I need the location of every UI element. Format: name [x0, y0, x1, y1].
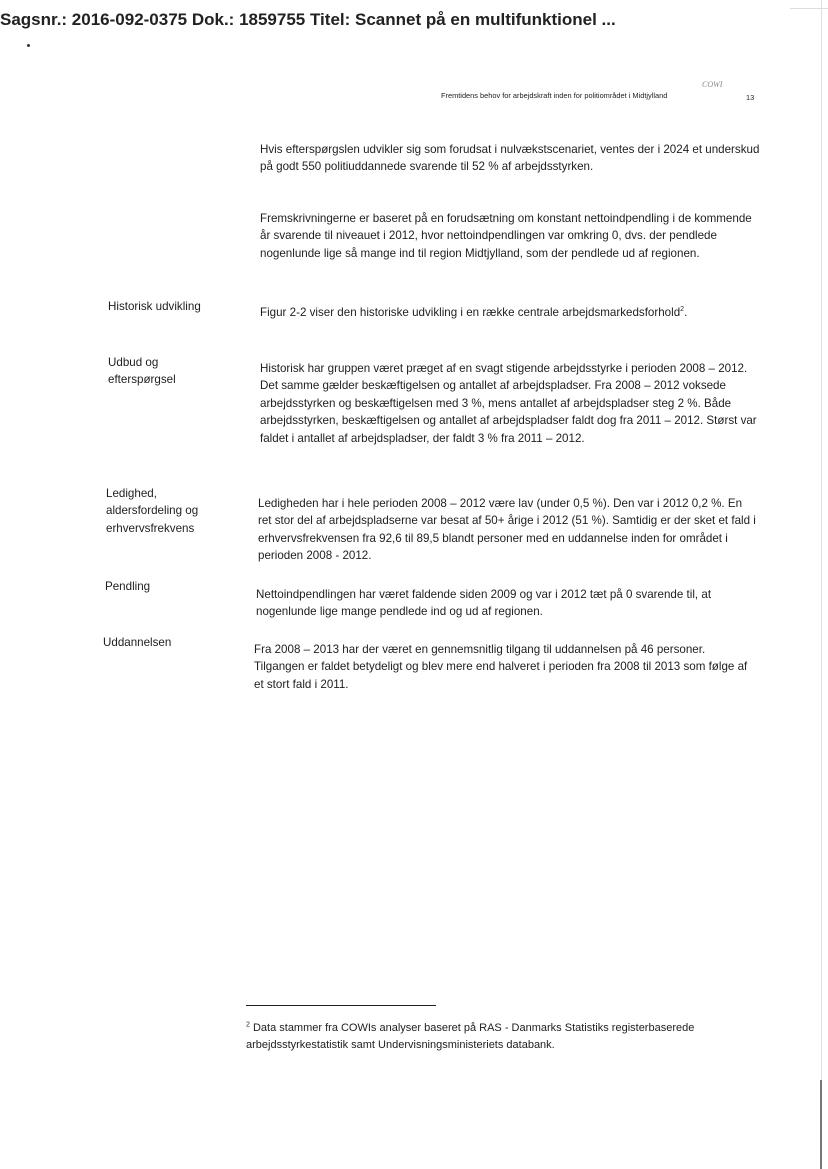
footnote-ref: 2: [680, 306, 685, 314]
section-text-udbud: Historisk har gruppen været præget af en svagt stigende arbejdsstyrke i perioden 2008 – 2012. Det samme gælder beskæftigelsen og antallet af arbejdspladser. Fra 2008 – 2012 voksede arbejdsstyrken og beskæftigelsen med 3 %, mens antallet af arbejdspladser steg 2 %. Både arbejdsstyrken, beskæftigelsen og antallet af arbejdspladser faldt dog fra 2011 – 2012. Størst var faldet i antallet af arbejdspladser, der faldt 3 % fra 2011 – 2012.: [260, 362, 757, 445]
section-text-ledighed: Ledigheden har i hele perioden 2008 – 2012 være lav (under 0,5 %). Den var i 2012 0,2 %. En ret stor del af arbejdspladserne var besat af 50+ årige i 2012 (51 %). Samtidig er der sket et fald i erhvervsfrekvensen fra 92,6 til 89,5 blandt personer med en uddannelse inden for området i perioden 2008 - 2012.: [258, 497, 756, 563]
footnote: [246, 1020, 736, 1054]
page-edge: [821, 0, 822, 1169]
section-label-ledighed: Ledighed, aldersfordeling og erhvervsfrekvens: [106, 487, 199, 535]
section-text-historisk: [260, 304, 760, 321]
footnote-number: 2: [246, 1021, 250, 1029]
top-rule: [790, 8, 828, 9]
page-number: 13: [746, 93, 755, 102]
section-text-pendling: Nettoindpendlingen har været faldende siden 2009 og var i 2012 tæt på 0 svarende til, at nogenlunde lige mange pendlede ind og ud af regionen.: [256, 588, 712, 619]
footnote-rule: [246, 1005, 436, 1006]
section-label-udbud: Udbud og efterspørgsel: [108, 356, 176, 387]
running-head: Fremtidens behov for arbejdskraft inden for politiområdet i Midtjylland: [441, 91, 668, 100]
page-edge-shadow: [820, 1080, 822, 1169]
section-label-pendling: Pendling: [105, 580, 151, 593]
section-label-uddannelsen: Uddannelsen: [103, 636, 172, 649]
intro-paragraph-2: Fremskrivningerne er baseret på en forudsætning om konstant nettoindpendling i de kommende år svarende til niveauet i 2012, hvor nettoindpendlingen var omkring 0, dvs. der pendlede nogenlunde lige så mange ind til region Midtjylland, som der pendlede ud af regionen.: [260, 212, 752, 260]
document-title: Sagsnr.: 2016-092-0375 Dok.: 1859755 Titel: Scannet på en multifunktionel ...: [0, 10, 616, 29]
brand-logo: COWI: [702, 80, 723, 89]
section-text-historisk-body: Figur 2-2 viser den historiske udvikling i en række centrale arbejdsmarkedsforhold: [260, 306, 681, 319]
section-text-uddannelsen: Fra 2008 – 2013 har der været en gennemsnitlig tilgang til uddannelsen på 46 personer. Tilgangen er faldet betydeligt og blev mere end halveret i perioden fra 2008 til 2013 som følge af et stort fald i 2011.: [254, 643, 748, 691]
section-label-historisk: Historisk udvikling: [108, 300, 201, 313]
footnote-text: Data stammer fra COWIs analyser baseret på RAS - Danmarks Statistiks registerbaserede arbejdsstyrkestatistik samt Undervisningsministeriets databank.: [246, 1022, 695, 1051]
intro-paragraph-1: Hvis efterspørgslen udvikler sig som forudsat i nulvækstscenariet, ventes der i 2024 et underskud på godt 550 politiuddannede svarende til 52 % af arbejdsstyrken.: [260, 143, 760, 174]
scan-mark: [27, 44, 30, 47]
section-text-historisk-end: .: [684, 306, 688, 319]
